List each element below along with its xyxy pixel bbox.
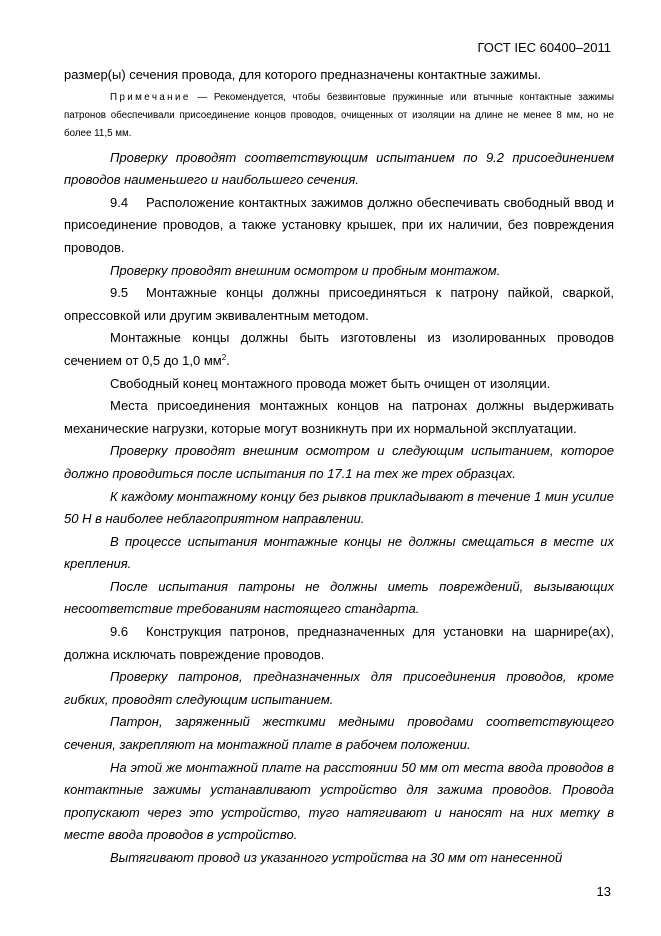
superscript: 2 bbox=[221, 352, 227, 362]
page-number: 13 bbox=[596, 884, 611, 899]
paragraph-text: Конструкция патронов, предназначенных для установки на шарнире(ах), должна исключать повреждение проводов. bbox=[64, 624, 614, 662]
check-paragraph bbox=[64, 440, 614, 485]
check-paragraph bbox=[64, 576, 614, 621]
paragraph-text: К каждому монтажному концу без рывков прикладывают в течение 1 мин усилие 50 Н в наиболее неблагоприятном направлении. bbox=[64, 488, 614, 527]
check-paragraph bbox=[64, 711, 614, 756]
paragraph-text: Проверку проводят внешним осмотром и следующим испытанием, которое должно проводиться после испытания по 17.1 на тех же трех образцах. bbox=[64, 443, 614, 481]
paragraph bbox=[64, 327, 614, 372]
clause-number: 9.6 bbox=[110, 624, 129, 640]
check-paragraph bbox=[64, 531, 614, 576]
paragraph-text: Расположение контактных зажимов должно обеспечивать свободный ввод и присоединение проводов, а также установку крышек, при их наличии, без повреждения проводов. bbox=[64, 194, 614, 255]
clause-number: 9.4 bbox=[110, 194, 129, 210]
paragraph-text: Проверку проводят соответствующим испытанием по 9.2 присоединением проводов наименьшего и наибольшего сечения. bbox=[64, 149, 614, 188]
paragraph-text: Места присоединения монтажных концов на патронах должны выдерживать механические нагрузки, которые могут возникнуть при их нормальной эксплуатации. bbox=[64, 398, 614, 436]
clause-9-6 bbox=[64, 621, 614, 666]
paragraph-text: В процессе испытания монтажные концы не должны смещаться в месте их крепления. bbox=[64, 533, 614, 572]
paragraph-text: Свободный конец монтажного провода может быть очищен от изоляции. bbox=[110, 375, 551, 391]
paragraph-text: Проверку проводят внешним осмотром и пробным монтажом. bbox=[110, 262, 501, 278]
paragraph-text: Монтажные концы должны присоединяться к патрону пайкой, сваркой, опрессовкой или другим эквивалентным методом. bbox=[64, 285, 614, 323]
paragraph-text: размер(ы) сечения провода, для которого предназначены контактные зажимы. bbox=[64, 67, 542, 82]
note-label: Примечание bbox=[110, 91, 191, 103]
paragraph-tail: . bbox=[226, 352, 230, 368]
check-paragraph bbox=[64, 486, 614, 531]
paragraph-text: Монтажные концы должны быть изготовлены из изолированных проводов сечением от 0,5 до 1,0 мм bbox=[64, 330, 614, 368]
document-body bbox=[64, 64, 614, 870]
paragraph-text: Проверку патронов, предназначенных для присоединения проводов, кроме гибких, проводят следующим испытанием. bbox=[64, 669, 614, 707]
clause-9-5 bbox=[64, 282, 614, 327]
check-paragraph bbox=[64, 260, 614, 283]
paragraph-continuation bbox=[64, 64, 614, 87]
document-header: ГОСТ IEC 60400–2011 bbox=[477, 40, 611, 55]
check-paragraph bbox=[64, 666, 614, 711]
paragraph-text: Патрон, заряженный жесткими медными проводами соответствующего сечения, закрепляют на монтажной плате в рабочем положении. bbox=[64, 714, 614, 753]
clause-9-4 bbox=[64, 192, 614, 260]
check-paragraph bbox=[64, 847, 614, 870]
paragraph-text: После испытания патроны не должны иметь повреждений, вызывающих несоответствие требованиям настоящего стандарта. bbox=[64, 578, 614, 617]
clause-number: 9.5 bbox=[110, 285, 129, 301]
paragraph bbox=[64, 373, 614, 396]
paragraph-text: На этой же монтажной плате на расстоянии 50 мм от места ввода проводов в контактные зажимы устанавливают устройство для зажима проводов. Провода пропускают через это устройство, туго натягивают и наносят на них метку в месте ввода проводов в устройство. bbox=[64, 759, 614, 843]
check-paragraph bbox=[64, 757, 614, 847]
paragraph bbox=[64, 395, 614, 440]
check-paragraph bbox=[64, 147, 614, 192]
note-paragraph bbox=[64, 89, 614, 143]
note-text: — Рекомендуется, чтобы безвинтовые пружинные или втычные контактные зажимы патронов обеспечивали присоединение концов проводов, очищенных от изоляции на длине не менее 8 мм, но не более 11,5 мм. bbox=[64, 91, 614, 139]
paragraph-text: Вытягивают провод из указанного устройства на 30 мм от нанесенной bbox=[110, 850, 563, 865]
